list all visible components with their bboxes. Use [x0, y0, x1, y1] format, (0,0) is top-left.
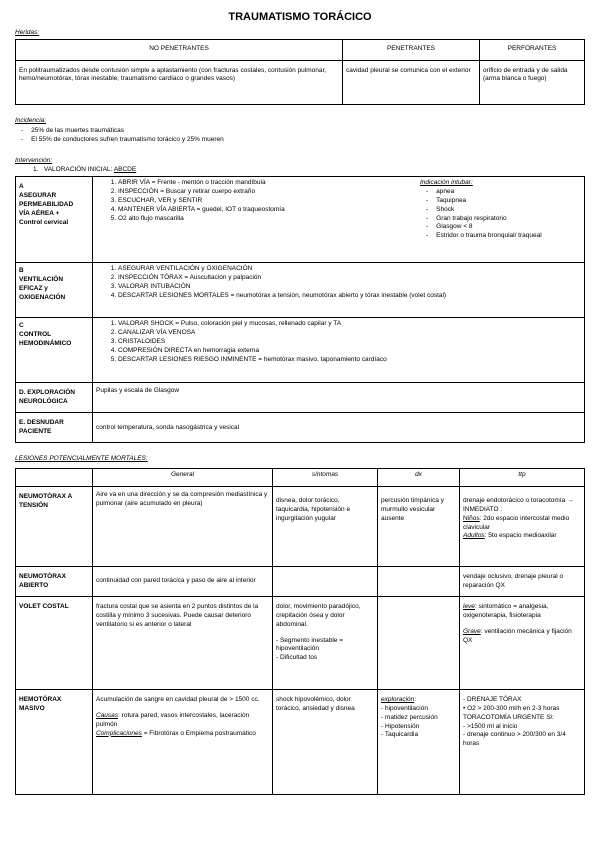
lesiones-heading: LESIONES POTENCIALMENTE MORTALES:	[15, 455, 148, 463]
lesion-neumotorax-tension: NEUMOTÓRAX A TENSIÓN	[16, 487, 93, 567]
neumo-abierto-ttp: vendaje oclusivo, drenaje pleural o reparación QX	[460, 567, 585, 597]
hemo-ttp: - DRENAJE TÓRAX • O2 > 200-300 ml/h en 2-3 horas TORACOTOMÍA URGENTE Si: - >1500 ml al inicio - drenaje continuo > 200/300 en 3/4 horas	[460, 690, 585, 795]
hemo-dx: exploración: - hipoventilación - matidez percusión - Hipotensión - Taquicardia	[378, 690, 460, 795]
row-content-e: control temperatura, sonda nasogástrica y vesical	[93, 413, 585, 443]
volet-general: fractura costal que se asienta en 2 puntos distintos de la costilla y mínimo 3 sucesivas. Puede causar deterioro ventilatorio si es anterior o lateral	[93, 597, 273, 690]
heridas-cell-no-penetrantes: En politraumatizados desde contusión simple a aplastamiento (con fracturas costales, contusión pulmonar, hemo/neumotórax, tórax inestable, traumatismo cardíaco o grandes vasos)	[16, 60, 343, 104]
list-item: 1. ABRIR VÍA = Frente - mentón o tracción mandíbula	[118, 179, 418, 188]
document-page	[15, 10, 585, 795]
row-content-b	[93, 263, 585, 318]
lesion-hemotorax-masivo: HEMOTÓRAX MASIVO	[16, 690, 93, 795]
table-row	[16, 690, 585, 795]
list-item: 2. INSPECCIÓN TÓRAX = Auscultación y palpación	[118, 274, 581, 283]
list-item: 3. VALORAR INTUBACIÓN	[118, 283, 581, 292]
list-item: - Taquipnea	[438, 197, 542, 206]
heridas-header-penetrantes: PENETRANTES	[343, 39, 480, 60]
table-row	[16, 318, 585, 383]
volet-sintomas: dolor, movimiento paradójico, crepitación ósea y dolor abdominal. - Segmento inestable = hipoventilación - Dificultad tos	[273, 597, 378, 690]
lesion-volet-costal: VOLET COSTAL	[16, 597, 93, 690]
valoracion-step: 1. VALORACIÓN INICIAL: ABCDE	[33, 165, 137, 173]
heridas-heading: Heridas:	[15, 28, 40, 36]
heridas-cell-penetrantes: cavidad pleural se comunica con el exterior	[343, 60, 480, 104]
list-item: 4. DESCARTAR LESIONES MORTALES = neumotórax a tensión, neumotórax abierto y tórax inestable (volet costal)	[118, 292, 581, 301]
list-item: 3. CRISTALOIDES	[118, 338, 581, 347]
list-item: 1. VALORAR SHOCK = Pulso, coloración piel y mucosas, rellenado capilar y TA	[118, 320, 581, 329]
header-dx: dx	[378, 469, 460, 487]
incidencia-list	[15, 127, 585, 145]
row-content-a	[93, 177, 585, 263]
neumo-tension-general: Aire va en una dirección y se da compresión mediastínica y pulmonar (aire acumulado en pleura)	[93, 487, 273, 567]
indicacion-intubar: Indicación intubar: - apnea - Taquipnea - Shock - Gran trabajo respiratorio - Glasgow < 8 - Estridor o trauma bronquial/ traqueal	[418, 179, 542, 240]
list-item: 5. O2 alto flujo mascarilla	[118, 215, 418, 224]
list-item: - Shock	[438, 206, 542, 215]
list-item: 4. COMPRESIÓN DIRECTA en hemorragia externa	[118, 347, 581, 356]
incidencia-heading: Incidencia:	[15, 116, 47, 124]
header-empty	[16, 469, 93, 487]
page-title: TRAUMATISMO TORÁCICO	[228, 11, 372, 23]
neumo-abierto-sintomas	[273, 567, 378, 597]
header-sintomas: síntomas	[273, 469, 378, 487]
neumo-tension-dx: percusión timpánica y murmullo vesicular ausente	[378, 487, 460, 567]
intervencion-heading: Intervención:	[15, 156, 53, 164]
heridas-header-no-penetrantes: NO PENETRANTES	[16, 39, 343, 60]
row-content-c	[93, 318, 585, 383]
row-label-e: E. DESNUDAR PACIENTE	[16, 413, 93, 443]
table-row	[16, 487, 585, 567]
list-item: 3. ESCUCHAR, VER y SENTIR	[118, 197, 418, 206]
row-label-a: A ASEGURAR PERMEABILIDAD VÍA AÉREA + Control cervical	[16, 177, 93, 263]
lesiones-table	[15, 468, 585, 795]
list-item: - Estridor o trauma bronquial/ traqueal	[438, 232, 542, 241]
table-row	[16, 413, 585, 443]
heridas-cell-perforantes: orificio de entrada y de salida (arma blanca o fuego)	[480, 60, 585, 104]
volet-dx	[378, 597, 460, 690]
list-item: 2. CANALIZAR VÍA VENOSA	[118, 329, 581, 338]
row-content-d: Pupilas y escala de Glasgow	[93, 383, 585, 413]
neumo-abierto-general: continuidad con pared torácica y paso de aire al interior	[93, 567, 273, 597]
table-row	[16, 469, 585, 487]
list-item: 5. DESCARTAR LESIONES RIESGO INMINENTE = hemotórax masivo, taponamiento cardíaco	[118, 356, 581, 365]
abcde-table	[15, 176, 585, 443]
hemo-sintomas: shock hipovolémico, dolor torácico, ansiedad y disnea	[273, 690, 378, 795]
neumo-abierto-dx	[378, 567, 460, 597]
header-ttp: ttp	[460, 469, 585, 487]
heridas-table	[15, 39, 585, 105]
hemo-general: Acumulación de sangre en cavidad pleural de > 1500 cc. Causas: rotura pared, vasos intercostales, laceración pulmón Complicaciones = Fibrotórax o Empiema postraumático	[93, 690, 273, 795]
volet-ttp: leve: sintomático = analgesia, oxigenoterapia, fisioterapia Grave: ventilación mecánica y fijación QX	[460, 597, 585, 690]
table-row	[16, 263, 585, 318]
neumo-tension-sintomas: disnea, dolor torácico, taquicardia, hipotensión e ingurgitación yugular	[273, 487, 378, 567]
table-row	[16, 567, 585, 597]
list-item: 4. MANTENER VÍA ABIERTA = guedel, IOT o traqueostomía	[118, 206, 418, 215]
table-row	[16, 383, 585, 413]
list-item: - El 55% de conductores sufren traumatismo torácico y 25% mueren	[33, 136, 585, 145]
lesion-neumotorax-abierto: NEUMOTÓRAX ABIERTO	[16, 567, 93, 597]
list-item: - 25% de las muertes traumáticas	[33, 127, 585, 136]
list-item: - apnea	[438, 188, 542, 197]
neumo-tension-ttp: drenaje endotorácico o toracotomía → INMEDIATO : Niños: 2do espacio intercostal medio clavicular Adultos: 5to espacio medioaxilar	[460, 487, 585, 567]
row-label-b: B VENTILACIÓN EFICAZ y OXIGENACIÓN	[16, 263, 93, 318]
list-item: 1. ASEGURAR VENTILACIÓN y OXIGENACIÓN	[118, 265, 581, 274]
list-item: - Glasgow < 8	[438, 223, 542, 232]
list-item: 2. INSPECCIÓN = Buscar y retirar cuerpo extraño	[118, 188, 418, 197]
table-row	[16, 597, 585, 690]
table-row	[16, 177, 585, 263]
list-item: - Gran trabajo respiratorio	[438, 215, 542, 224]
header-general: General	[93, 469, 273, 487]
row-label-d: D. EXPLORACIÓN NEUROLÓGICA	[16, 383, 93, 413]
heridas-header-perforantes: PERFORANTES	[480, 39, 585, 60]
row-label-c: C CONTROL HEMODINÁMICO	[16, 318, 93, 383]
